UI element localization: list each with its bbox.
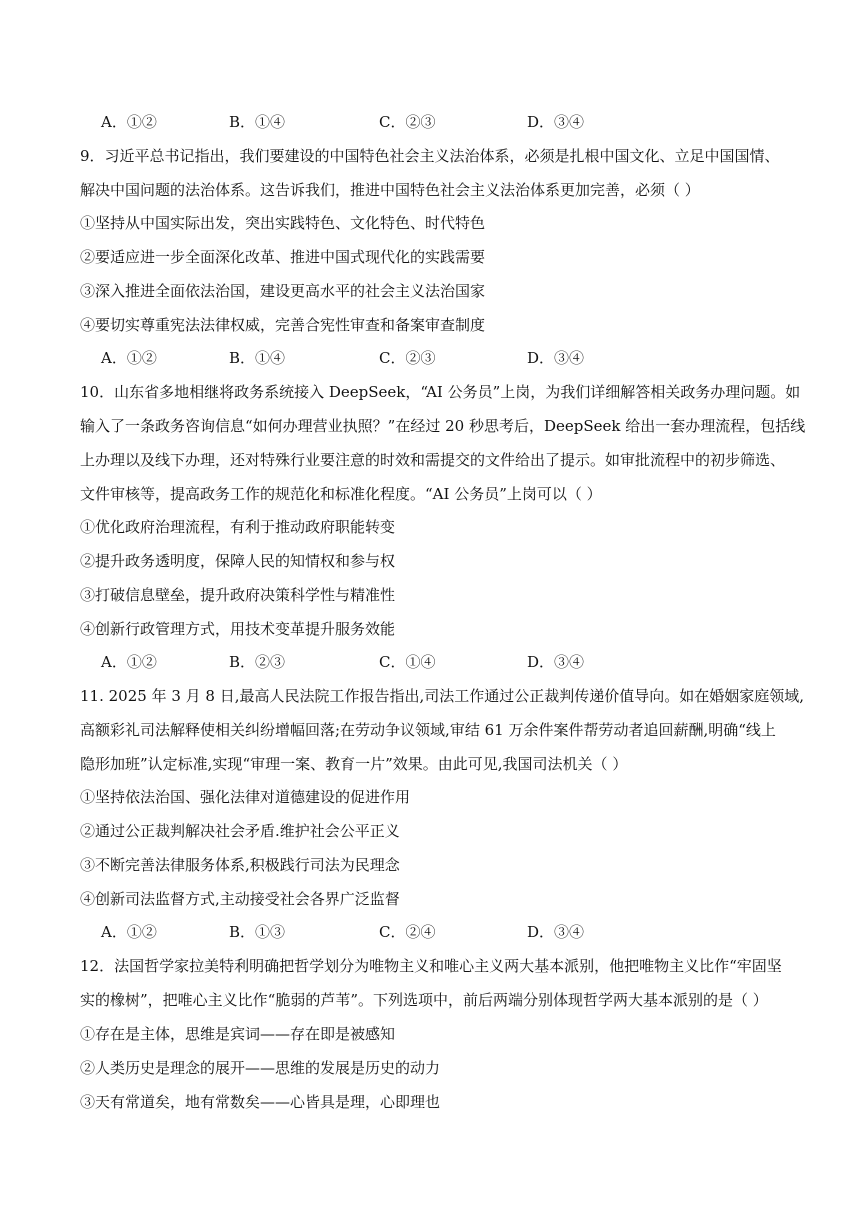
option-d: D．③④	[527, 349, 585, 367]
statement-item: ②人类历史是理念的展开——思维的发展是历史的动力	[80, 1059, 441, 1077]
option-b: B．①④	[229, 113, 286, 131]
option-d: D．③④	[527, 113, 585, 131]
option-d: D．③④	[527, 653, 585, 671]
statement-item: ②要适应进一步全面深化改革、推进中国式现代化的实践需要	[80, 248, 486, 266]
statement-item: ④创新司法监督方式,主动接受社会各界广泛监督	[80, 890, 400, 908]
statement-item: ①优化政府治理流程，有利于推动政府职能转变	[80, 518, 396, 536]
option-b: B．②③	[229, 653, 286, 671]
statement-item: ③深入推进全面依法治国，建设更高水平的社会主义法治国家	[80, 282, 486, 300]
question-stem-line: 9．习近平总书记指出，我们要建设的中国特色社会主义法治体系，必须是扎根中国文化、立足中国国情、	[80, 147, 780, 165]
statement-item: ②通过公正裁判解决社会矛盾.维护社会公平正义	[80, 822, 400, 840]
option-d: D．③④	[527, 923, 585, 941]
question-stem-line: 隐形加班”认定标准,实现“审理一案、教育一片”效果。由此可见,我国司法机关（ ）	[80, 755, 628, 773]
question-stem-line: 10．山东省多地相继将政务系统接入 DeepSeek，“AI 公务员”上岗，为我们详细解答相关政务办理问题。如	[80, 383, 801, 401]
statement-item: ①存在是主体，思维是宾词——存在即是被感知	[80, 1025, 396, 1043]
option-b: B．①④	[229, 349, 286, 367]
question-stem-line: 11. 2025 年 3 月 8 日,最高人民法院工作报告指出,司法工作通过公正裁判传递价值导向。如在婚姻家庭领域,	[80, 687, 805, 705]
option-a: A．①②	[101, 349, 157, 367]
prev-question-options	[0, 112, 860, 132]
statement-item: ③天有常道矣，地有常数矣——心皆具是理，心即理也	[80, 1093, 441, 1111]
question-stem-line: 实的橡树”，把唯心主义比作“脆弱的芦苇”。下列选项中，前后两端分别体现哲学两大基本派别的是（ ）	[80, 991, 768, 1009]
option-c: C．②③	[379, 349, 436, 367]
answer-options	[0, 348, 860, 368]
option-a: A．①②	[101, 923, 157, 941]
statement-item: ③不断完善法律服务体系,积极践行司法为民理念	[80, 856, 400, 874]
question-stem-line: 文件审核等，提高政务工作的规范化和标准化程度。“AI 公务员”上岗可以（ ）	[80, 485, 602, 503]
statement-item: ③打破信息壁垒，提升政府决策科学性与精准性	[80, 586, 396, 604]
answer-options	[0, 652, 860, 672]
question-stem-line: 12．法国哲学家拉美特利明确把哲学划分为唯物主义和唯心主义两大基本派别，他把唯物主义比作“牢固坚	[80, 957, 782, 975]
option-c: C．①④	[379, 653, 436, 671]
statement-item: ④要切实尊重宪法法律权威，完善合宪性审查和备案审查制度	[80, 316, 486, 334]
question-stem-line: 高额彩礼司法解释使相关纠纷增幅回落;在劳动争议领域,审结 61 万余件案件帮劳动者追回薪酬,明确“线上	[80, 721, 776, 739]
question-stem-line: 上办理以及线下办理，还对特殊行业要注意的时效和需提交的文件给出了提示。如审批流程中的初步筛选、	[80, 451, 786, 469]
statement-item: ④创新行政管理方式，用技术变革提升服务效能	[80, 620, 396, 638]
option-b: B．①③	[229, 923, 286, 941]
option-a: A．①②	[101, 653, 157, 671]
statement-item: ①坚持依法治国、强化法律对道德建设的促进作用	[80, 788, 411, 806]
option-c: C．②③	[379, 113, 436, 131]
question-stem-line: 解决中国问题的法治体系。这告诉我们，推进中国特色社会主义法治体系更加完善，必须（ ）	[80, 181, 700, 199]
option-a: A．①②	[101, 113, 157, 131]
question-stem-line: 输入了一条政务咨询信息“如何办理营业执照？”在经过 20 秒思考后，DeepSeek 给出一套办理流程，包括线	[80, 417, 806, 435]
statement-item: ②提升政务透明度，保障人民的知情权和参与权	[80, 552, 396, 570]
answer-options	[0, 922, 860, 942]
option-c: C．②④	[379, 923, 436, 941]
statement-item: ①坚持从中国实际出发，突出实践特色、文化特色、时代特色	[80, 214, 486, 232]
